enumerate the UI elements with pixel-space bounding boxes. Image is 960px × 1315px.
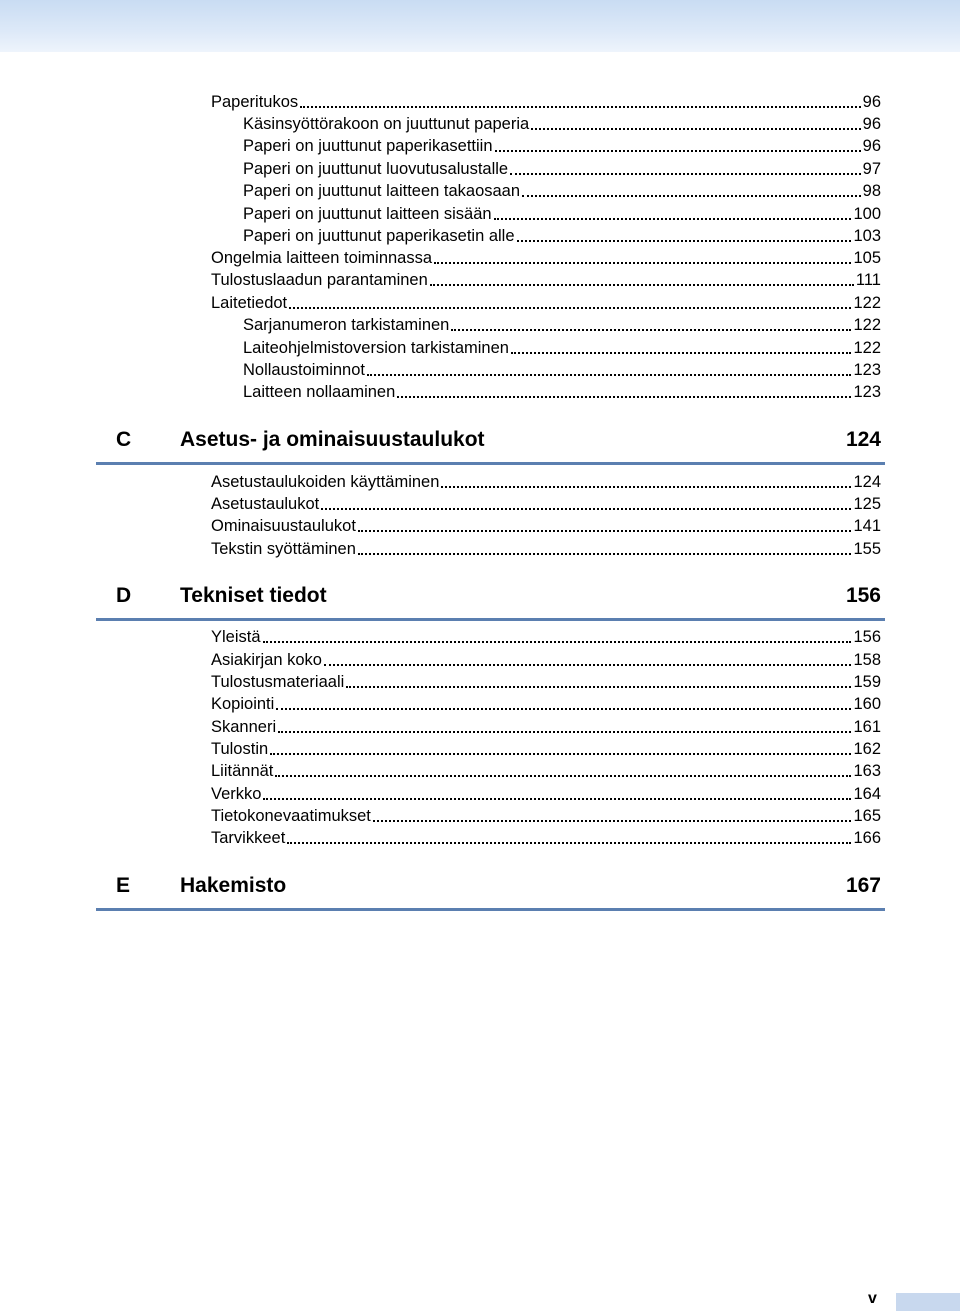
- toc-entry[interactable]: [211, 737, 881, 759]
- toc-entry-label: Verkko: [211, 785, 262, 803]
- toc-entry-page: 125: [853, 495, 881, 513]
- toc-entry-label: Paperi on juuttunut luovutusalustalle: [243, 160, 509, 178]
- toc-entry[interactable]: [243, 112, 881, 134]
- dot-leader: [270, 753, 851, 755]
- toc-entry-page: 156: [853, 628, 881, 646]
- chapter-letter: E: [116, 874, 131, 897]
- chapter-letter: C: [116, 428, 132, 451]
- chapter-title: Tekniset tiedot: [180, 584, 327, 607]
- toc-entry-page: 124: [853, 473, 881, 491]
- chapter-page: 167: [845, 874, 881, 897]
- toc-entry[interactable]: [211, 670, 881, 692]
- page-number: v: [868, 1290, 877, 1307]
- toc-entry-page: 166: [853, 829, 881, 847]
- toc-entry-page: 105: [853, 249, 881, 267]
- dot-leader: [441, 486, 851, 488]
- toc-entry-page: 103: [853, 227, 881, 245]
- chapter-letter: D: [116, 584, 132, 607]
- toc-entry-label: Laitteen nollaaminen: [243, 383, 396, 401]
- chapter-title: Asetus- ja ominaisuustaulukot: [180, 428, 485, 451]
- toc-entry-label: Liitännät: [211, 762, 274, 780]
- chapter-page: 124: [845, 428, 881, 451]
- toc-entry-label: Laitetiedot: [211, 294, 288, 312]
- toc-entry[interactable]: [211, 759, 881, 781]
- toc-entry-page: 122: [853, 339, 881, 357]
- toc-entry[interactable]: [243, 157, 881, 179]
- dot-leader: [430, 284, 854, 286]
- toc-entry-label: Kopiointi: [211, 695, 275, 713]
- toc-entry[interactable]: [211, 470, 881, 492]
- toc-entry-label: Tulostin: [211, 740, 269, 758]
- dot-leader: [358, 553, 852, 555]
- toc-entry-label: Asiakirjan koko: [211, 651, 322, 669]
- dot-leader: [451, 329, 851, 331]
- dot-leader: [276, 708, 851, 710]
- toc-entry-label: Laiteohjelmistoversion tarkistaminen: [243, 339, 509, 357]
- toc-entry-page: 98: [862, 182, 881, 200]
- toc-entry-label: Yleistä: [211, 628, 261, 646]
- dot-leader: [263, 798, 851, 800]
- toc-entry[interactable]: [211, 804, 881, 826]
- chapter-heading[interactable]: [96, 428, 885, 465]
- toc-entry-label: Käsinsyöttörakoon on juuttunut paperia: [243, 115, 530, 133]
- toc-entry-page: 123: [853, 383, 881, 401]
- toc-entry[interactable]: [243, 380, 881, 402]
- toc-entry[interactable]: [211, 692, 881, 714]
- toc-entry-label: Tulostusmateriaali: [211, 673, 345, 691]
- toc-entry-label: Ominaisuustaulukot: [211, 517, 356, 535]
- toc-entry-page: 111: [855, 271, 881, 289]
- toc-entry-label: Nollaustoiminnot: [243, 361, 365, 379]
- dot-leader: [275, 775, 851, 777]
- toc-entry-label: Tietokonevaatimukset: [211, 807, 371, 825]
- toc-entry-page: 161: [853, 718, 881, 736]
- toc-entry-page: 158: [853, 651, 881, 669]
- dot-leader: [522, 195, 861, 197]
- toc-entry[interactable]: [243, 134, 881, 156]
- dot-leader: [321, 508, 851, 510]
- dot-leader: [510, 173, 861, 175]
- toc-entry-page: 123: [853, 361, 881, 379]
- toc-entry-page: 96: [862, 93, 881, 111]
- toc-entry-label: Asetustaulukoiden käyttäminen: [211, 473, 440, 491]
- toc-entry[interactable]: [211, 826, 881, 848]
- toc-entry[interactable]: [211, 291, 881, 313]
- toc-entry-page: 162: [853, 740, 881, 758]
- toc-entry-label: Paperi on juuttunut paperikasettiin: [243, 137, 493, 155]
- toc-entry-label: Skanneri: [211, 718, 277, 736]
- toc-entry[interactable]: [243, 358, 881, 380]
- toc-entry[interactable]: [243, 202, 881, 224]
- header-band: [0, 0, 960, 52]
- toc-entry[interactable]: [211, 648, 881, 670]
- toc-entry-label: Tulostuslaadun parantaminen: [211, 271, 428, 289]
- toc-entry-label: Paperitukos: [211, 93, 299, 111]
- toc-entry-label: Ongelmia laitteen toiminnassa: [211, 249, 433, 267]
- dot-leader: [397, 396, 851, 398]
- toc-entry[interactable]: [211, 268, 881, 290]
- toc-entry-page: 97: [862, 160, 881, 178]
- dot-leader: [289, 307, 851, 309]
- toc-entry-page: 100: [853, 205, 881, 223]
- dot-leader: [373, 820, 852, 822]
- toc-entry-page: 96: [862, 115, 881, 133]
- footer-bar: [896, 1293, 960, 1311]
- toc-entry-page: 122: [853, 316, 881, 334]
- toc-entry-page: 164: [853, 785, 881, 803]
- dot-leader: [278, 731, 851, 733]
- toc-entry-label: Paperi on juuttunut laitteen sisään: [243, 205, 492, 223]
- toc-entry-label: Tarvikkeet: [211, 829, 286, 847]
- toc-entry[interactable]: [243, 224, 881, 246]
- toc-entry-label: Paperi on juuttunut paperikasetin alle: [243, 227, 515, 245]
- chapter-heading[interactable]: [96, 874, 885, 911]
- toc-entry-page: 96: [862, 137, 881, 155]
- chapter-heading[interactable]: [96, 584, 885, 621]
- dot-leader: [367, 374, 851, 376]
- dot-leader: [287, 842, 851, 844]
- toc-entry-page: 155: [853, 540, 881, 558]
- dot-leader: [358, 530, 852, 532]
- toc-entry-page: 159: [853, 673, 881, 691]
- toc-entry-label: Sarjanumeron tarkistaminen: [243, 316, 450, 334]
- toc-entry[interactable]: [211, 715, 881, 737]
- toc-entry[interactable]: [211, 782, 881, 804]
- toc-entry-page: 163: [853, 762, 881, 780]
- toc-entry[interactable]: [211, 514, 881, 536]
- dot-leader: [434, 262, 851, 264]
- chapter-page: 156: [845, 584, 881, 607]
- toc-entry-page: 122: [853, 294, 881, 312]
- dot-leader: [494, 218, 852, 220]
- dot-leader: [324, 664, 852, 666]
- dot-leader: [300, 106, 861, 108]
- dot-leader: [517, 240, 852, 242]
- toc-entry[interactable]: [211, 537, 881, 559]
- toc-entry[interactable]: [211, 90, 881, 112]
- dot-leader: [346, 686, 851, 688]
- toc-entry-page: 160: [853, 695, 881, 713]
- toc-entry-label: Paperi on juuttunut laitteen takaosaan: [243, 182, 521, 200]
- chapter-title: Hakemisto: [180, 874, 287, 897]
- toc-entry[interactable]: [243, 336, 881, 358]
- dot-leader: [495, 150, 861, 152]
- toc-entry[interactable]: [211, 492, 881, 514]
- toc-entry[interactable]: [211, 625, 881, 647]
- toc-entry[interactable]: [243, 179, 881, 201]
- toc-entry[interactable]: [243, 313, 881, 335]
- dot-leader: [511, 352, 852, 354]
- toc-entry-page: 141: [853, 517, 881, 535]
- dot-leader: [531, 128, 860, 130]
- toc-entry-label: Asetustaulukot: [211, 495, 320, 513]
- toc-entry[interactable]: [211, 246, 881, 268]
- toc-entry-label: Tekstin syöttäminen: [211, 540, 356, 558]
- toc-entry-page: 165: [853, 807, 881, 825]
- dot-leader: [263, 641, 852, 643]
